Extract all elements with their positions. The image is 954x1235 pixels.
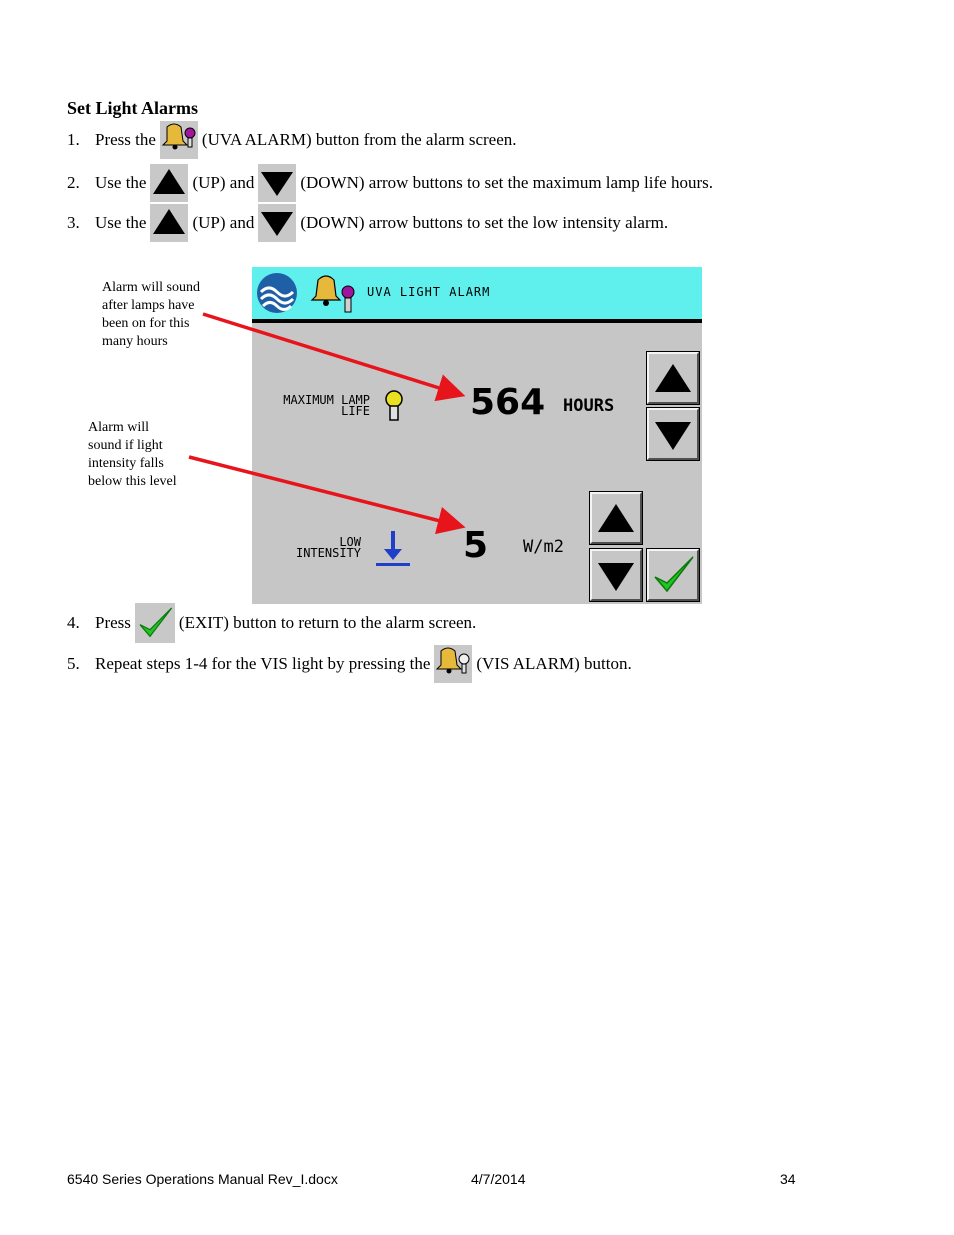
step-text: (EXIT) button to return to the alarm screen. <box>178 613 477 632</box>
annotation-line: Alarm will <box>88 420 150 435</box>
vis-alarm-bell-icon <box>434 645 472 683</box>
annotation-line: Alarm will sound <box>102 280 200 295</box>
step-text: (UVA ALARM) button from the alarm screen. <box>201 130 517 149</box>
low-intensity-unit: W/m2 <box>523 537 564 557</box>
screen-title: UVA LIGHT ALARM <box>367 285 491 299</box>
intensity-arrow <box>189 457 452 524</box>
step-text: Press the <box>95 130 156 149</box>
max-lamp-life-unit: HOURS <box>563 396 615 416</box>
step-text: (DOWN) arrow buttons to set the low intensity alarm. <box>300 213 669 232</box>
label-line: LOW <box>339 535 361 549</box>
footer-date: 4/7/2014 <box>471 1171 526 1187</box>
step-text: (UP) and <box>192 213 255 232</box>
section-heading: Set Light Alarms <box>67 98 199 118</box>
step-text: Press <box>95 613 131 632</box>
step-number: 1. <box>67 130 80 149</box>
label-line: INTENSITY <box>295 546 361 560</box>
max-lamp-life-value: 564 <box>470 382 546 423</box>
annotation-line: been on for this <box>102 316 190 331</box>
step-number: 3. <box>67 213 80 232</box>
step-text: Repeat steps 1-4 for the VIS light by pressing the <box>95 654 431 673</box>
step-text: (DOWN) arrow buttons to set the maximum lamp life hours. <box>300 173 713 192</box>
step-number: 5. <box>67 654 80 673</box>
annotation-line: after lamps have <box>102 298 195 313</box>
step-number: 2. <box>67 173 80 192</box>
step-4 <box>67 603 476 643</box>
step-text: Use the <box>95 173 147 192</box>
step-5 <box>67 644 632 684</box>
exit-check-icon <box>135 603 175 643</box>
annotation-line: sound if light <box>88 438 163 453</box>
footer-doc-name: 6540 Series Operations Manual Rev_I.docx <box>67 1171 338 1187</box>
label-line: LIFE <box>341 404 370 418</box>
step-text: Use the <box>95 213 147 232</box>
low-intensity-value: 5 <box>463 525 489 566</box>
step-number: 4. <box>67 613 80 632</box>
footer-page-number: 34 <box>780 1171 796 1187</box>
step-text: (VIS ALARM) button. <box>476 654 632 673</box>
annotation-line: below this level <box>88 474 177 489</box>
annotation-line: intensity falls <box>88 456 164 471</box>
label-line: MAXIMUM LAMP <box>283 393 370 407</box>
lamp-hours-arrow <box>203 314 452 392</box>
step-text: (UP) and <box>192 173 255 192</box>
annotation-line: many hours <box>102 334 168 349</box>
